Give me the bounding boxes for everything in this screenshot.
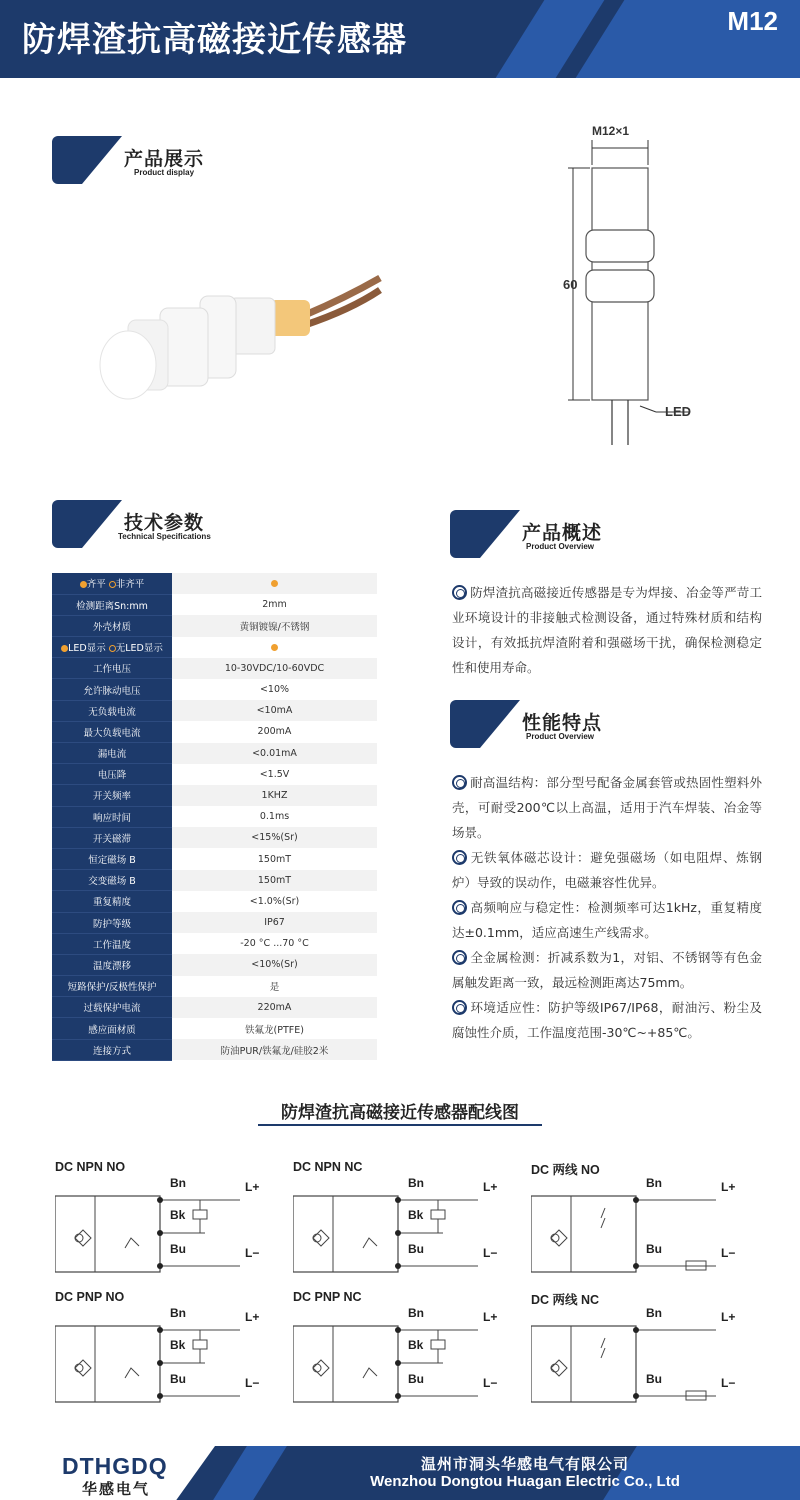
wiring-label: DC 两线 NC bbox=[531, 1293, 600, 1307]
spec-value: 150mT bbox=[172, 870, 377, 891]
wire-label-lplus: L+ bbox=[483, 1180, 498, 1194]
option-label: LED显示 bbox=[68, 643, 106, 655]
wiring-label: DC NPN NC bbox=[293, 1160, 363, 1174]
spec-value: IP67 bbox=[172, 912, 377, 933]
table-row bbox=[52, 827, 377, 848]
table-row bbox=[52, 785, 377, 806]
option-label: 无LED显示 bbox=[115, 643, 163, 655]
section-tag-overview bbox=[450, 510, 618, 558]
feature-item: 耐高温结构：部分型号配备金属套管或热固性塑料外壳，可耐受200℃以上高温，适用于汽车焊装、冶金等场景。 bbox=[452, 775, 762, 840]
selected-dot-icon bbox=[271, 644, 278, 651]
table-row bbox=[52, 679, 377, 700]
spec-key: 过载保护电流 bbox=[52, 997, 172, 1018]
wire-label-lplus: L+ bbox=[721, 1310, 736, 1324]
option-label: 齐平 bbox=[86, 579, 106, 591]
wiring-title-underline bbox=[258, 1124, 542, 1126]
spec-value: 铁氟龙(PTFE) bbox=[172, 1018, 377, 1039]
section-title-specs: 技术参数 bbox=[124, 512, 205, 534]
page-title: 防焊渣抗高磁接近传感器 bbox=[22, 20, 407, 60]
wire-label-bn: Bn bbox=[408, 1306, 424, 1320]
bullet-icon bbox=[452, 1000, 467, 1015]
table-row bbox=[52, 658, 377, 679]
spec-key: 交变磁场 B bbox=[52, 870, 172, 891]
section-subtitle-display: Product display bbox=[134, 168, 195, 177]
spec-key: 工作电压 bbox=[52, 658, 172, 679]
table-row bbox=[52, 870, 377, 891]
spec-value bbox=[172, 637, 377, 658]
wire-label-bn: Bn bbox=[408, 1176, 424, 1190]
bullet-icon bbox=[452, 775, 467, 790]
spec-value: -20 °C ...70 °C bbox=[172, 933, 377, 954]
table-row bbox=[52, 637, 377, 658]
wiring-diagram bbox=[55, 1318, 275, 1408]
filled-dot-icon bbox=[80, 581, 87, 588]
spec-value: 是 bbox=[172, 976, 377, 997]
wire-label-bu: Bu bbox=[408, 1372, 424, 1386]
spec-key: 重复精度 bbox=[52, 891, 172, 912]
table-row bbox=[52, 1039, 377, 1060]
section-title-display: 产品展示 bbox=[124, 148, 205, 170]
spec-key: 短路保护/反极性保护 bbox=[52, 976, 172, 997]
wiring-label: DC NPN NO bbox=[55, 1160, 126, 1174]
spec-key: 温度漂移 bbox=[52, 954, 172, 975]
bullet-icon bbox=[452, 950, 467, 965]
table-row bbox=[52, 891, 377, 912]
section-subtitle-features: Product Overview bbox=[526, 732, 595, 741]
wire-label-bn: Bn bbox=[170, 1306, 186, 1320]
table-row bbox=[52, 615, 377, 636]
feature-item: 全金属检测：折减系数为1，对铝、不锈钢等有色金属触发距离一致，最远检测距离达75mm。 bbox=[452, 950, 762, 990]
spec-value: 1KHZ bbox=[172, 785, 377, 806]
spec-key bbox=[52, 637, 172, 658]
section-title-features: 性能特点 bbox=[522, 712, 603, 734]
table-row bbox=[52, 700, 377, 721]
model-label: M12 bbox=[727, 6, 778, 36]
wire-label-lminus: L− bbox=[245, 1376, 260, 1390]
spec-key: 检测距离Sn:mm bbox=[52, 594, 172, 615]
wire-label-lplus: L+ bbox=[483, 1310, 498, 1324]
table-row bbox=[52, 933, 377, 954]
header-banner bbox=[0, 0, 800, 78]
wiring-label: DC 两线 NO bbox=[531, 1163, 600, 1177]
empty-dot-icon bbox=[109, 581, 116, 588]
spec-value: <0.01mA bbox=[172, 743, 377, 764]
spec-key: 开关磁滞 bbox=[52, 827, 172, 848]
wire-label-bn: Bn bbox=[646, 1306, 662, 1320]
features-list bbox=[452, 770, 762, 1045]
wiring-diagram bbox=[293, 1318, 513, 1408]
spec-table bbox=[52, 573, 377, 1061]
wiring-diagram bbox=[55, 1188, 275, 1278]
section-tag-features bbox=[450, 700, 618, 748]
wiring-label: DC PNP NC bbox=[293, 1290, 362, 1304]
spec-key: 开关频率 bbox=[52, 785, 172, 806]
spec-key: 工作温度 bbox=[52, 933, 172, 954]
wiring-label: DC PNP NO bbox=[55, 1290, 125, 1304]
wire-label-lminus: L− bbox=[721, 1376, 736, 1390]
spec-value: <1.5V bbox=[172, 764, 377, 785]
spec-value: <1.0%(Sr) bbox=[172, 891, 377, 912]
spec-key: 防护等级 bbox=[52, 912, 172, 933]
wire-label-lminus: L− bbox=[245, 1246, 260, 1260]
spec-value: <10% bbox=[172, 679, 377, 700]
wire-label-bu: Bu bbox=[646, 1372, 662, 1386]
table-row bbox=[52, 573, 377, 594]
wire-label-lminus: L− bbox=[483, 1246, 498, 1260]
section-subtitle-specs: Technical Specifications bbox=[118, 532, 211, 541]
table-row bbox=[52, 721, 377, 742]
logo-chinese: 华感电气 bbox=[82, 1480, 151, 1498]
table-row bbox=[52, 954, 377, 975]
section-title-overview: 产品概述 bbox=[522, 522, 603, 544]
wire-label-bu: Bu bbox=[646, 1242, 662, 1256]
wire-label-bk: Bk bbox=[170, 1208, 186, 1222]
spec-key: 感应面材质 bbox=[52, 1018, 172, 1039]
spec-value: 黄铜镀镍/不锈钢 bbox=[172, 615, 377, 636]
table-row bbox=[52, 912, 377, 933]
wire-label-lminus: L− bbox=[721, 1246, 736, 1260]
table-row bbox=[52, 848, 377, 869]
product-image bbox=[80, 270, 390, 430]
wire-label-bu: Bu bbox=[170, 1242, 186, 1256]
wire-label-bk: Bk bbox=[408, 1338, 424, 1352]
footer-stripe bbox=[213, 1446, 287, 1500]
spec-key: 无负载电流 bbox=[52, 700, 172, 721]
spec-key: 最大负载电流 bbox=[52, 721, 172, 742]
led-label: LED bbox=[665, 404, 691, 419]
wiring-title: 防焊渣抗高磁接近传感器配线图 bbox=[281, 1103, 519, 1123]
table-row bbox=[52, 594, 377, 615]
wire-label-bn: Bn bbox=[170, 1176, 186, 1190]
table-row bbox=[52, 997, 377, 1018]
spec-key: 外壳材质 bbox=[52, 615, 172, 636]
spec-value: 10-30VDC/10-60VDC bbox=[172, 658, 377, 679]
dimension-thread: M12×1 bbox=[592, 124, 630, 138]
logo: DTHGDQ bbox=[62, 1453, 168, 1479]
table-row bbox=[52, 743, 377, 764]
spec-value: <15%(Sr) bbox=[172, 827, 377, 848]
spec-key: 电压降 bbox=[52, 764, 172, 785]
bullet-icon bbox=[452, 585, 467, 600]
wire-label-lplus: L+ bbox=[245, 1180, 260, 1194]
feature-item: 环境适应性：防护等级IP67/IP68，耐油污、粉尘及腐蚀性介质，工作温度范围-30℃~+85℃。 bbox=[452, 1000, 762, 1040]
spec-value bbox=[172, 573, 377, 594]
feature-item: 高频响应与稳定性：检测频率可达1kHz，重复精度达±0.1mm，适应高速生产线需求。 bbox=[452, 900, 762, 940]
section-tag-specs bbox=[52, 500, 220, 548]
wire-label-bn: Bn bbox=[646, 1176, 662, 1190]
spec-value: <10mA bbox=[172, 700, 377, 721]
wire-label-lplus: L+ bbox=[721, 1180, 736, 1194]
wiring-diagram bbox=[293, 1188, 513, 1278]
spec-key: 响应时间 bbox=[52, 806, 172, 827]
selected-dot-icon bbox=[271, 580, 278, 587]
section-tag-display bbox=[52, 136, 220, 184]
spec-value: 防油PUR/铁氟龙/硅胶2米 bbox=[172, 1039, 377, 1060]
feature-item: 无铁氧体磁芯设计：避免强磁场（如电阻焊、炼钢炉）导致的误动作，电磁兼容性优异。 bbox=[452, 850, 762, 890]
wire-label-lplus: L+ bbox=[245, 1310, 260, 1324]
company-name-cn: 温州市洞头华感电气有限公司 bbox=[420, 1455, 629, 1473]
spec-value: 220mA bbox=[172, 997, 377, 1018]
spec-key: 漏电流 bbox=[52, 743, 172, 764]
spec-value: 150mT bbox=[172, 848, 377, 869]
table-row bbox=[52, 976, 377, 997]
wire-label-bk: Bk bbox=[170, 1338, 186, 1352]
company-name-en: Wenzhou Dongtou Huagan Electric Co., Ltd bbox=[370, 1473, 680, 1490]
bullet-icon bbox=[452, 900, 467, 915]
spec-value: <10%(Sr) bbox=[172, 954, 377, 975]
dimension-length: 60 bbox=[563, 277, 578, 292]
option-label: 非齐平 bbox=[115, 579, 145, 591]
overview-text: 防焊渣抗高磁接近传感器是专为焊接、冶金等严苛工业环境设计的非接触式检测设备，通过特殊材质和结构设计，有效抵抗焊渣附着和强磁场干扰，确保检测稳定性和使用寿命。 bbox=[452, 585, 762, 675]
spec-value: 0.1ms bbox=[172, 806, 377, 827]
wire-label-bk: Bk bbox=[408, 1208, 424, 1222]
wire-label-lminus: L− bbox=[483, 1376, 498, 1390]
bullet-icon bbox=[452, 850, 467, 865]
section-subtitle-overview: Product Overview bbox=[526, 542, 595, 551]
spec-value: 2mm bbox=[172, 594, 377, 615]
spec-key: 允许脉动电压 bbox=[52, 679, 172, 700]
table-row bbox=[52, 1018, 377, 1039]
spec-key bbox=[52, 573, 172, 594]
wiring-diagram bbox=[531, 1318, 751, 1408]
spec-key: 连接方式 bbox=[52, 1039, 172, 1060]
table-row bbox=[52, 806, 377, 827]
empty-dot-icon bbox=[109, 645, 116, 652]
wiring-diagram bbox=[531, 1188, 751, 1278]
spec-value: 200mA bbox=[172, 721, 377, 742]
table-row bbox=[52, 764, 377, 785]
spec-key: 恒定磁场 B bbox=[52, 848, 172, 869]
wire-label-bu: Bu bbox=[408, 1242, 424, 1256]
wire-label-bu: Bu bbox=[170, 1372, 186, 1386]
